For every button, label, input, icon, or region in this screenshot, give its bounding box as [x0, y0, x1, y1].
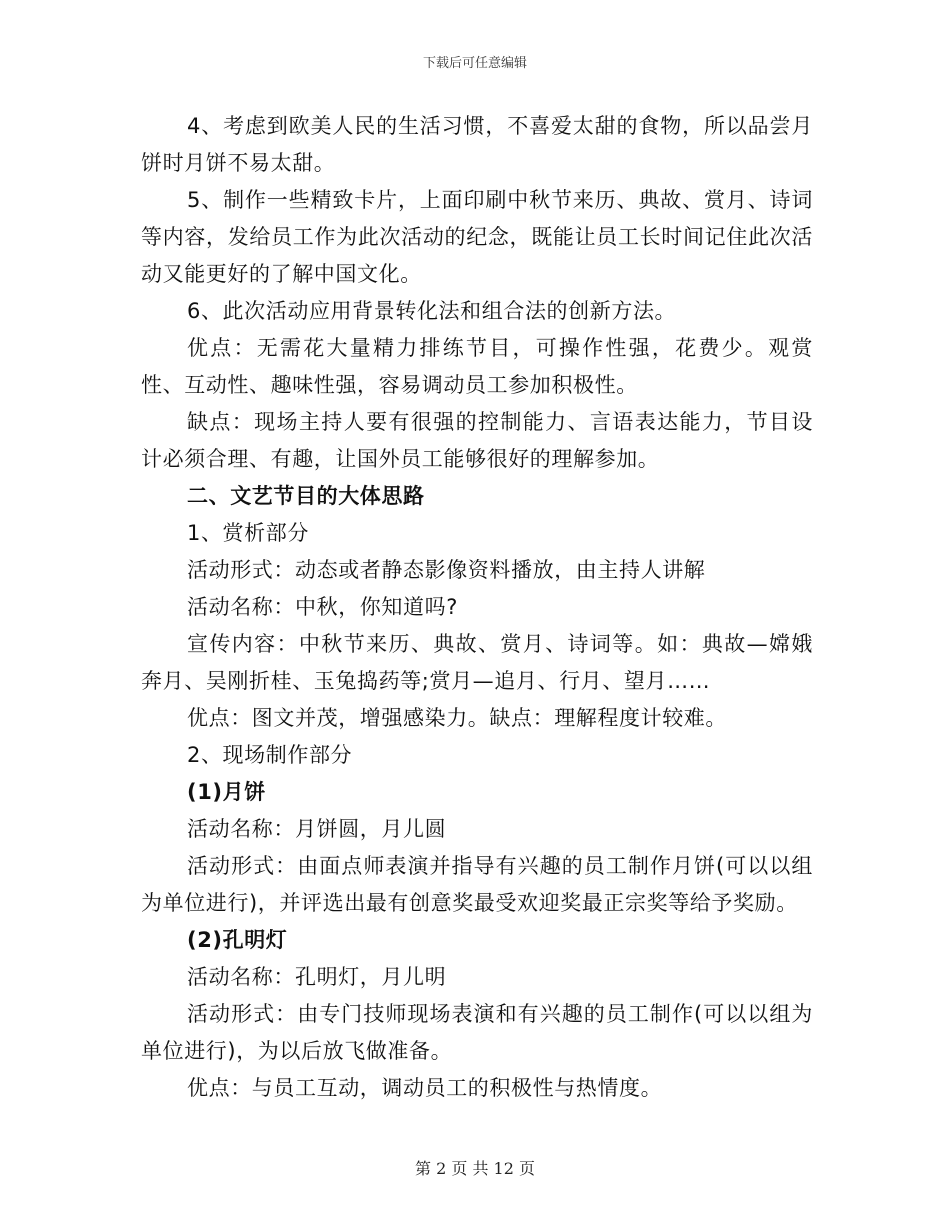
page-footer: 第 2 页 共 12 页: [415, 1159, 535, 1178]
body-paragraph: 活动名称：月饼圆，月儿圆: [187, 817, 447, 841]
body-paragraph: 活动形式：动态或者静态影像资料播放，由主持人讲解: [187, 558, 706, 582]
body-paragraph: 优点：与员工互动，调动员工的积极性与热情度。: [187, 1076, 663, 1100]
body-paragraph: 活动形式：由专门技师现场表演和有兴趣的员工制作(可以以组为单位进行)，为以后放飞做准备。: [141, 1002, 813, 1063]
body-paragraph: 缺点：现场主持人要有很强的控制能力、言语表达能力，节目设计必须合理、有趣，让国外员工能够很好的理解参加。: [141, 410, 813, 471]
body-paragraph: 活动名称：孔明灯，月儿明: [187, 965, 447, 989]
section-heading: (1)月饼: [187, 780, 266, 804]
section-heading: (2)孔明灯: [187, 928, 288, 952]
document-body: [141, 108, 813, 1107]
body-paragraph: 宣传内容：中秋节来历、典故、赏月、诗词等。如：典故—嫦娥奔月、吴刚折桂、玉兔捣药等;赏月—追月、行月、望月……: [141, 632, 813, 693]
body-paragraph: 5、制作一些精致卡片，上面印刷中秋节来历、典故、赏月、诗词等内容，发给员工作为此次活动的纪念，既能让员工长时间记住此次活动又能更好的了解中国文化。: [141, 188, 813, 286]
page-header: 下载后可任意编辑: [422, 56, 527, 71]
body-paragraph: 1、赏析部分: [187, 521, 309, 545]
body-paragraph: 优点：图文并茂，增强感染力。缺点：理解程度计较难。: [187, 706, 727, 730]
section-heading: 二、文艺节目的大体思路: [187, 484, 425, 508]
body-paragraph: 活动名称：中秋，你知道吗?: [187, 595, 458, 619]
body-paragraph: 2、现场制作部分: [187, 743, 353, 767]
body-paragraph: 6、此次活动应用背景转化法和组合法的创新方法。: [187, 299, 677, 323]
body-paragraph: 4、考虑到欧美人民的生活习惯，不喜爱太甜的食物，所以品尝月饼时月饼不易太甜。: [141, 114, 813, 175]
body-paragraph: 活动形式：由面点师表演并指导有兴趣的员工制作月饼(可以以组为单位进行)，并评选出最有创意奖最受欢迎奖最正宗奖等给予奖励。: [141, 854, 813, 915]
body-paragraph: 优点：无需花大量精力排练节目，可操作性强，花费少。观赏性、互动性、趣味性强，容易调动员工参加积极性。: [141, 336, 813, 397]
